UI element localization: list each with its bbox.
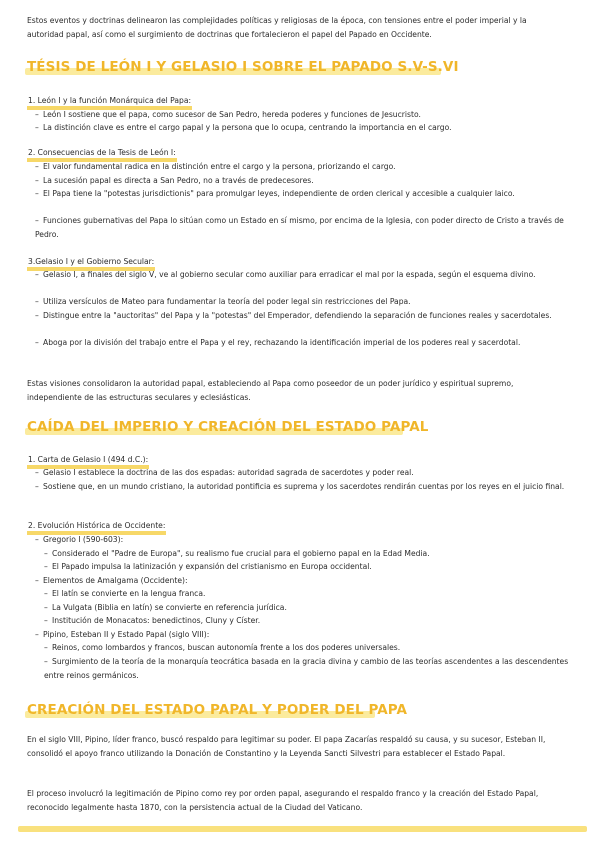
- footer-divider: [18, 826, 587, 832]
- list-item: – León I sostiene que el papa, como sucesor de San Pedro, hereda poderes y funciones de Jesucristo.: [35, 110, 421, 119]
- subheading-consecuencias: 2. Consecuencias de la Tesis de León I:: [27, 147, 177, 162]
- paragraph: El proceso involucró la legitimación de Pipino como rey por orden papal, asegurando el respaldo franco y la creación del Estado Papal, reconocido legalmente hasta 1870, con la persistencia actual de la Ciudad del Vaticano.: [27, 789, 539, 812]
- paragraph: En el siglo VIII, Pipino, líder franco, buscó respaldo para legitimar su poder. El papa Zacarías respaldó su causa, y su sucesor, Esteban II, consolidó el apoyo franco utilizando la Donación de Constantino y la Leyenda Sancti Silvestri para establecer el Estado Papal.: [27, 735, 546, 758]
- section-title-caida: CAÍDA DEL IMPERIO Y CREACIÓN DEL ESTADO PAPAL: [27, 419, 429, 435]
- section-title-creacion: CREACIÓN DEL ESTADO PAPAL Y PODER DEL PAPA: [27, 702, 408, 718]
- list-item: – Sostiene que, en un mundo cristiano, la autoridad pontificia es suprema y los sacerdotes rendirán cuentas por los reyes en el juicio final.: [35, 482, 565, 491]
- subheading-gelasio: 3.Gelasio I y el Gobierno Secular:: [27, 256, 155, 271]
- list-item: – Funciones gubernativas del Papa lo sitúan como un Estado en sí mismo, por encima de la Iglesia, con poder directo de Cristo a través de Pedro.: [35, 216, 564, 239]
- list-item: – Elementos de Amalgama (Occidente):: [35, 576, 188, 585]
- list-item: – Gregorio I (590-603):: [35, 535, 124, 544]
- list-item: – La sucesión papal es directa a San Pedro, no a través de predecesores.: [35, 176, 314, 185]
- list-item: – Institución de Monacatos: benedictinos, Cluny y Císter.: [44, 616, 261, 625]
- list-item: – Pipino, Esteban II y Estado Papal (siglo VIII):: [35, 630, 210, 639]
- subheading-evolucion: 2. Evolución Histórica de Occidente:: [27, 520, 166, 535]
- section-title-tesis: TÉSIS DE LEÓN I Y GELASIO I SOBRE EL PAPADO S.V-S.VI: [27, 59, 459, 75]
- list-item: – Reinos, como lombardos y francos, buscan autonomía frente a los dos poderes universales.: [44, 643, 401, 652]
- list-item: – El valor fundamental radica en la distinción entre el cargo y la persona, priorizando el cargo.: [35, 162, 396, 171]
- list-item: – Distingue entre la "auctoritas" del Papa y la "potestas" del Emperador, defendiendo la separación de funciones reales y sacerdotales.: [35, 311, 552, 320]
- list-item: – Aboga por la división del trabajo entre el Papa y el rey, rechazando la identificación imperial de los poderes real y sacerdotal.: [35, 338, 521, 347]
- list-item: – Surgimiento de la teoría de la monarquía teocrática basada en la gracia divina y cambio de las teorías ascendentes a las descendentes entre reinos germánicos.: [44, 657, 569, 680]
- intro-paragraph: Estos eventos y doctrinas delinearon las complejidades políticas y religiosas de la época, con tensiones entre el poder imperial y la autoridad papal, así como el surgimiento de doctrinas que fortalecieron el papel del Papado en Occidente.: [27, 16, 527, 39]
- list-item: – El latín se convierte en la lengua franca.: [44, 589, 206, 598]
- list-item: – La Vulgata (Biblia en latín) se convierte en referencia jurídica.: [44, 603, 287, 612]
- list-item: – El Papa tiene la "potestas jurisdictionis" para promulgar leyes, independiente de orden clerical y accesible a cualquier laico.: [35, 189, 515, 198]
- list-item: – Utiliza versículos de Mateo para fundamentar la teoría del poder legal sin restricciones del Papa.: [35, 297, 411, 306]
- closing-paragraph: Estas visiones consolidaron la autoridad papal, estableciendo al Papa como poseedor de un poder jurídico y espiritual supremo, independiente de las estructuras seculares y eclesiásticas.: [27, 379, 514, 402]
- list-item: – El Papado impulsa la latinización y expansión del cristianismo en Europa occidental.: [44, 562, 372, 571]
- list-item: – Gelasio I, a finales del siglo V, ve al gobierno secular como auxiliar para erradicar el mal por la espada, según el esquema divino.: [35, 270, 536, 279]
- list-item: – Considerado el "Padre de Europa", su realismo fue crucial para el gobierno papal en la Edad Media.: [44, 549, 430, 558]
- subheading-carta: 1. Carta de Gelasio I (494 d.C.):: [27, 454, 149, 469]
- list-item: – Gelasio I establece la doctrina de las dos espadas: autoridad sagrada de sacerdotes y poder real.: [35, 468, 414, 477]
- list-item: – La distinción clave es entre el cargo papal y la persona que lo ocupa, centrando la importancia en el cargo.: [35, 123, 452, 132]
- subheading-leon: 1. León I y la función Monárquica del Papa:: [27, 95, 192, 110]
